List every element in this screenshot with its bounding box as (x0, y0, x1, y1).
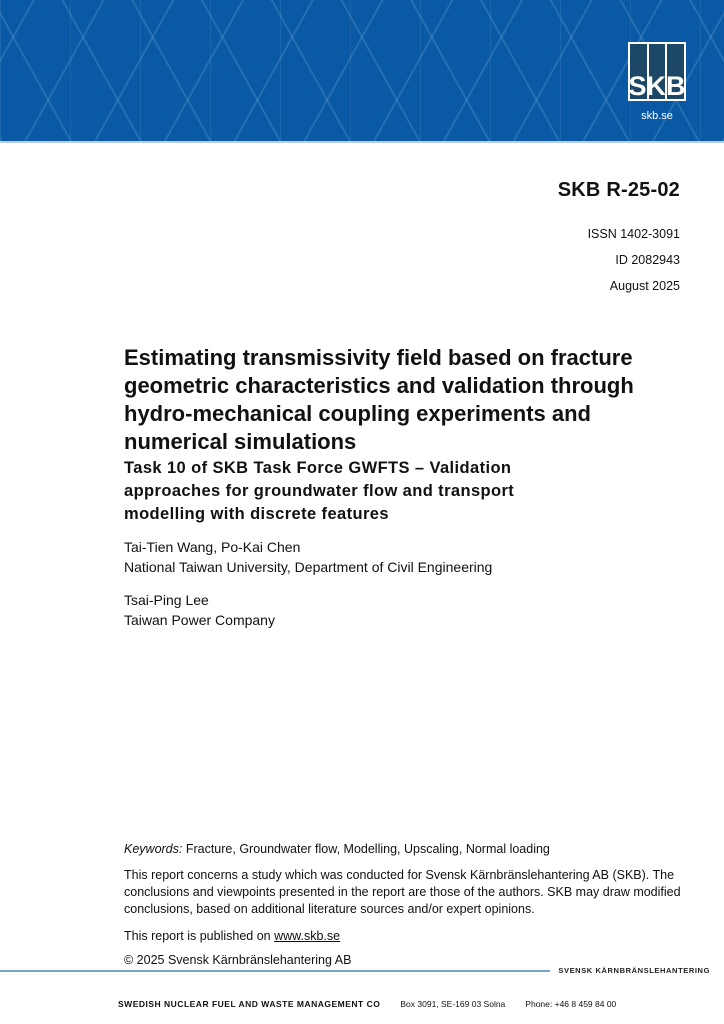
copyright-text: © 2025 Svensk Kärnbränslehantering AB (124, 953, 352, 967)
footer-company-sv: SVENSK KÄRNBRÄNSLEHANTERING (558, 966, 710, 975)
report-code: SKB R-25-02 (557, 179, 680, 201)
bottom-text-block (124, 841, 682, 969)
report-code-block (558, 179, 680, 299)
publish-line (124, 928, 682, 945)
report-subtitle: Task 10 of SKB Task Force GWFTS – Validation approaches for groundwater flow and transport modelling with discrete features (124, 459, 515, 523)
footer-divider-row (0, 966, 710, 975)
footer-phone: Phone: +46 8 459 84 00 (525, 999, 617, 1009)
author-affiliation: Taiwan Power Company (124, 612, 275, 628)
author-group (124, 590, 492, 630)
publish-prefix: This report is published on (124, 929, 275, 943)
footer-info-row (118, 999, 616, 1009)
keywords-list: Fracture, Groundwater flow, Modelling, Upscaling, Normal loading (182, 842, 550, 856)
report-issn: ISSN 1402-3091 (587, 227, 680, 241)
disclaimer-text: This report concerns a study which was conducted for Svensk Kärnbränslehantering AB (SKB). The conclusions and viewpoints presented in the report are those of the authors. SKB may draw modified conclusions, based on additional literature sources and/or expert opinions. (124, 868, 681, 916)
author-names: Tai-Tien Wang, Po-Kai Chen (124, 539, 301, 555)
footer-company-en: SWEDISH NUCLEAR FUEL AND WASTE MANAGEMENT CO (118, 999, 381, 1009)
keywords-label: Keywords: (124, 842, 183, 856)
logo-wordmark: SKB (628, 71, 686, 101)
authors-block (124, 537, 492, 630)
footer-address: Box 3091, SE-169 03 Solna (400, 999, 506, 1009)
report-meta (558, 221, 680, 299)
footer-divider-line (0, 970, 550, 972)
skb-logo-icon (628, 42, 686, 101)
report-date: August 2025 (609, 279, 680, 293)
author-affiliation: National Taiwan University, Department of Civil Engineering (124, 559, 493, 575)
report-title: Estimating transmissivity field based on fracture geometric characteristics and validation through hydro-mechanical coupling experiments and numerical simulations (124, 345, 634, 454)
skb-website-link[interactable]: www.skb.se (274, 929, 341, 943)
header-band (0, 0, 724, 143)
keywords-line (124, 841, 682, 858)
skb-url-label: skb.se (641, 110, 673, 122)
report-id: ID 2082943 (615, 253, 680, 267)
author-names: Tsai-Ping Lee (124, 592, 209, 608)
author-group (124, 537, 492, 577)
